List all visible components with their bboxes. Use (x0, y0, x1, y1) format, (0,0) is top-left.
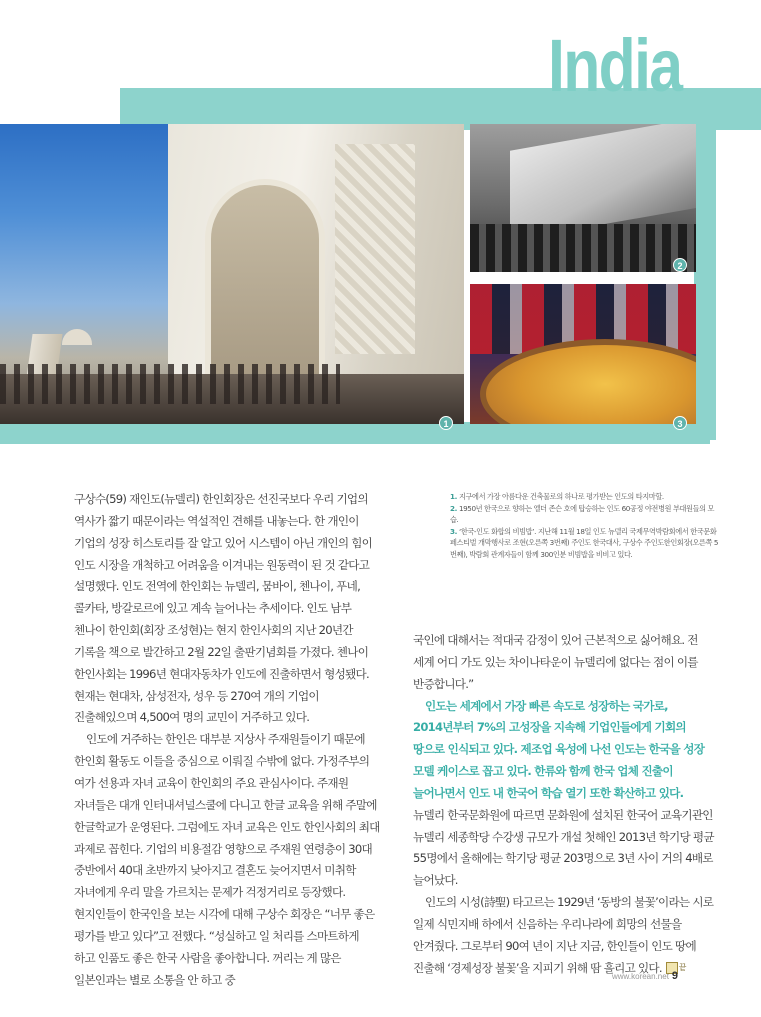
article-column-right (413, 630, 717, 980)
article-paragraph: 인도에 거주하는 한인은 대부분 지상사 주재원들이기 때문에 한인회 활동도 이들을 중심으로 이뤄질 수밖에 없다. 가정주부의 여가 선용과 자녀 교육이 한인회의 주요 관심사이다. 주재원 자녀들은 대개 인터내셔널스쿨에 다니고 한글 교육을 위해 주말에 한글학교가 운영된다. 그럼에도 자녀 교육은 인도 한인사회의 최대 과제로 꼽힌다. 기업의 비용절감 영향으로 주재원 연령층이 30대 중반에서 40대 초반까지 낮아지고 결혼도 늦어지면서 미취학 자녀에게 우리 말을 가르치는 문제가 걱정거리로 등장했다. 현지인들이 한국인을 보는 시각에 대해 구상수 회장은 “너무 좋은 평가를 받고 있다”고 전했다. “성실하고 일 처리를 스마트하게 하고 인품도 좋은 한국 사람을 좋아합니다. 꺼리는 게 많은 일본인과는 별로 소통을 안 하고 중 (74, 732, 380, 987)
photo-caption (450, 491, 720, 503)
article-paragraph (413, 696, 717, 893)
photo-number-badge: 3 (673, 416, 687, 430)
caption-text: ‘한국-인도 화합의 비빔밥’. 지난해 11월 18일 인도 뉴델리 국제무역박람회에서 한국문화 페스티벌 개막행사로 조현(오른쪽 3번째) 주인도 한국대사, 구상수 주인도한인회장(오른쪽 5번째), 박람회 관계자들이 함께 300인분 비빔밥을 비비고 있다. (450, 526, 719, 559)
section-title: India (548, 24, 682, 107)
end-mark-icon: 끝 (666, 962, 678, 974)
article-paragraph (413, 892, 717, 979)
caption-number: 1. (450, 492, 457, 501)
caption-text: 지구에서 가장 아름다운 건축물로의 하나로 평가받는 인도의 타지마할. (458, 492, 664, 501)
caption-number: 2. (450, 503, 457, 513)
article-paragraph: 구상수(59) 재인도(뉴델리) 한인회장은 선진국보다 우리 기업의 역사가 짧기 때문이라는 역설적인 견해를 내놓는다. 한 개인이 기업의 성장 히스토리를 잘 알고 있어 시스템이 아닌 개인의 힘이 인도 시장을 개척하고 어려움을 이겨내는 원동력이 된 것 같다고 설명했다. 인도 전역에 한인회는 뉴델리, 뭄바이, 첸나이, 푸네, 콜카타, 방갈로르에 있고 계속 늘어나는 추세이다. 인도 남부 첸나이 한인회(회장 조성현)는 현지 한인사회의 지난 20년간 기록을 책으로 발간하고 2월 22일 출판기념회를 가졌다. 첸나이 한인사회는 1996년 현대자동차가 인도에 진출하면서 형성됐다. 현재는 현대차, 삼성전자, 성우 등 270여 개의 기업이 진출해있으며 4,500여 명의 교민이 거주하고 있다. (74, 492, 373, 725)
photo-number-badge: 2 (673, 258, 687, 272)
photo-captions (450, 491, 720, 560)
caption-number: 3. (450, 526, 457, 536)
article-paragraph: 국인에 대해서는 적대국 감정이 있어 근본적으로 싫어해요. 전 세계 어디 가도 있는 차이나타운이 뉴델리에 없다는 점이 이를 반증합니다.” (413, 633, 698, 691)
photo-caption (450, 526, 720, 561)
article-column-left (74, 489, 380, 991)
taj-mahal-inlay (335, 144, 415, 354)
ship-boarding-photo (470, 124, 696, 272)
taj-mahal-photo (0, 124, 464, 424)
taj-mahal-arch (205, 179, 325, 389)
caption-text: 1950년 한국으로 향하는 엘더 존슨 호에 탑승하는 인도 60공정 야전병원 부대원들의 모습. (450, 503, 715, 524)
paragraph-text: 뉴델리 한국문화원에 따르면 문화원에 설치된 한국어 교육기관인 뉴델리 세종학당 수강생 규모가 개설 첫해인 2013년 학기당 평균 55명에서 올해에는 학기당 평균 203명으로 3년 사이 거의 4배로 늘어났다. (413, 807, 714, 888)
paragraph-text: 인도의 시성(詩聖) 타고르는 1929년 ‘동방의 불꽃’이라는 시로 일제 식민지배 하에서 신음하는 우리나라에 희망의 선물을 안겨줬다. 그로부터 90여 년이 지난 지금, 한인들이 인도 땅에 진출해 ‘경제성장 불꽃’을 지피기 위해 땀 흘리고 있다. (413, 895, 714, 975)
decorative-band-bottom (0, 422, 710, 444)
page-footer (612, 970, 722, 982)
visitor-crowd (0, 364, 340, 404)
decorative-band-right (694, 130, 716, 440)
page-number: 9 (671, 970, 679, 982)
minaret-cap (62, 329, 92, 345)
photo-number-badge: 1 (439, 416, 453, 430)
bibimbap-event-photo (470, 284, 696, 424)
highlighted-text: 인도는 세계에서 가장 빠른 속도로 성장하는 국가로, 2014년부터 7%의 고성장을 지속해 기업인들에게 기회의 땅으로 인식되고 있다. 제조업 육성에 나선 인도는 한국을 성장 모델 케이스로 꼽고 있다. 한류와 함께 한국 업체 진출이 늘어나면서 인도 내 한국어 학습 열기 또한 확산하고 있다. (413, 698, 705, 800)
footer-url: www.korean.net (612, 972, 669, 981)
photo-caption (450, 503, 720, 526)
troops-row (470, 224, 696, 272)
